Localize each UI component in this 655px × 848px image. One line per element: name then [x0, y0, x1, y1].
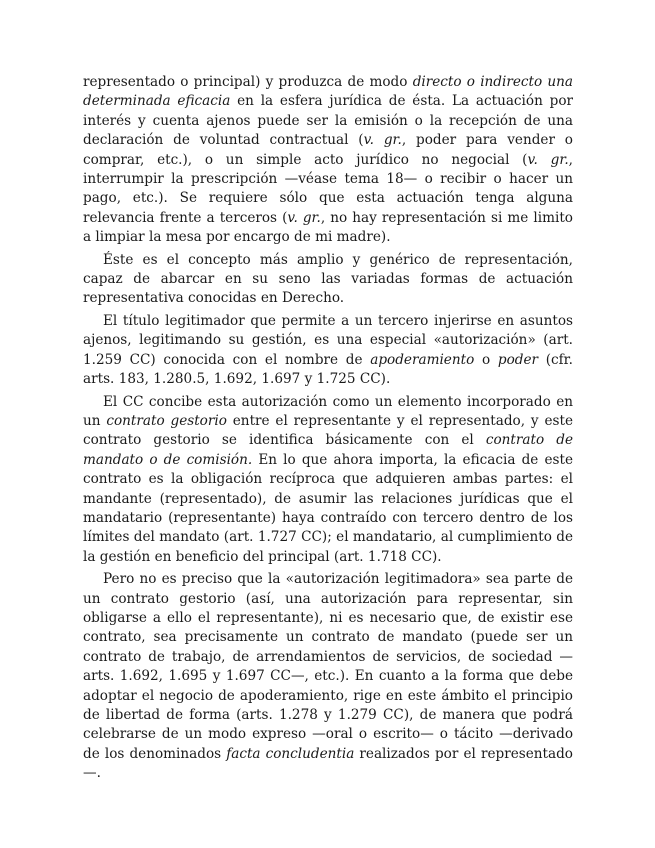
text-run: en la esfera jurídica de ésta. La actuación por interés y cuenta ajenos puede ser la emisión o la recepción de una declaración de voluntad contractual ( [83, 93, 573, 149]
italic-run: v. gr. [287, 209, 321, 226]
text-run: Éste es el concepto más amplio y genérico de representación, capaz de abarcar en su seno las variadas formas de actuación representativa conocidas en Derecho. [83, 251, 573, 307]
text-run: representado o principal) y produzca de modo [83, 74, 413, 90]
italic-run: apoderamiento [370, 351, 475, 368]
text-run: entre el representante y el representado, y este contrato gestorio se identifica básicamente con el [83, 412, 573, 449]
italic-run: facta concludentia [226, 745, 355, 762]
text-run: El título legitimador que permite a un tercero injerirse en asuntos ajenos, legitimando su gestión, es una especial «autorización» (art. 1.259 CC) conocida con el nombre de [83, 312, 573, 368]
text-run: El CC concibe esta autorización como un elemento incorporado en un [83, 393, 573, 429]
text-run: o [474, 351, 498, 368]
paragraph [83, 393, 573, 568]
text-run: , no hay representación si me limito a limpiar la mesa por encargo de mi madre). [83, 209, 573, 246]
italic-run: directo o indirecto una determinada eficacia [83, 74, 573, 110]
text-run: En lo que ahora importa, la eficacia de este contrato es la obligación recíproca que adquieren ambas partes: el mandante (representado), de asumir las relaciones jurídicas que el mandatario (representante) haya contraído con tercero dentro de los límites del mandato (art. 1.727 CC); el mandatario, al cumplimiento de la gestión en beneficio del principal (art. 1.718 CC). [83, 451, 574, 565]
italic-run: poder [497, 351, 539, 368]
paragraph [83, 251, 573, 309]
italic-run: contrato de mandato o de comisión. [83, 432, 573, 468]
italic-run: v. gr. [363, 132, 402, 149]
text-run: , interrumpir la prescripción —véase tema 18— o recibir o hacer un pago, etc.). Se requiere sólo que esta actuación tenga alguna relevancia frente a terceros ( [83, 151, 573, 226]
text-run: , poder para vender o comprar, etc.), o un simple acto jurídico no negocial ( [83, 132, 573, 168]
paragraph [83, 73, 573, 248]
paragraph [83, 312, 573, 390]
italic-run: contrato gestorio [106, 412, 227, 429]
text-run: realizados por el representado—. [83, 745, 573, 782]
text-run: Pero no es preciso que la «autorización legitimadora» sea parte de un contrato gestorio (así, una autorización para representar, sin obligarse a ello el representante), ni es necesario que, de existir ese contrato, sea precisamente un contrato de mandato (puede ser un contrato de trabajo, de arrendamientos de servicios, de sociedad —arts. 1.692, 1.695 y 1.697 CC—, etc.). En cuanto a la forma que debe adoptar el negocio de apoderamiento, rige en este ámbito el principio de libertad de forma (arts. 1.278 y 1.279 CC), de manera que podrá celebrarse de un modo expreso —oral o escrito— o tácito —derivado de los denominados [83, 571, 573, 762]
text-run: (cfr. arts. 183, 1.280.5, 1.692, 1.697 y 1.725 CC). [83, 351, 573, 388]
italic-run: v. gr. [527, 151, 569, 168]
paragraph [83, 570, 573, 783]
body-text [83, 73, 573, 787]
